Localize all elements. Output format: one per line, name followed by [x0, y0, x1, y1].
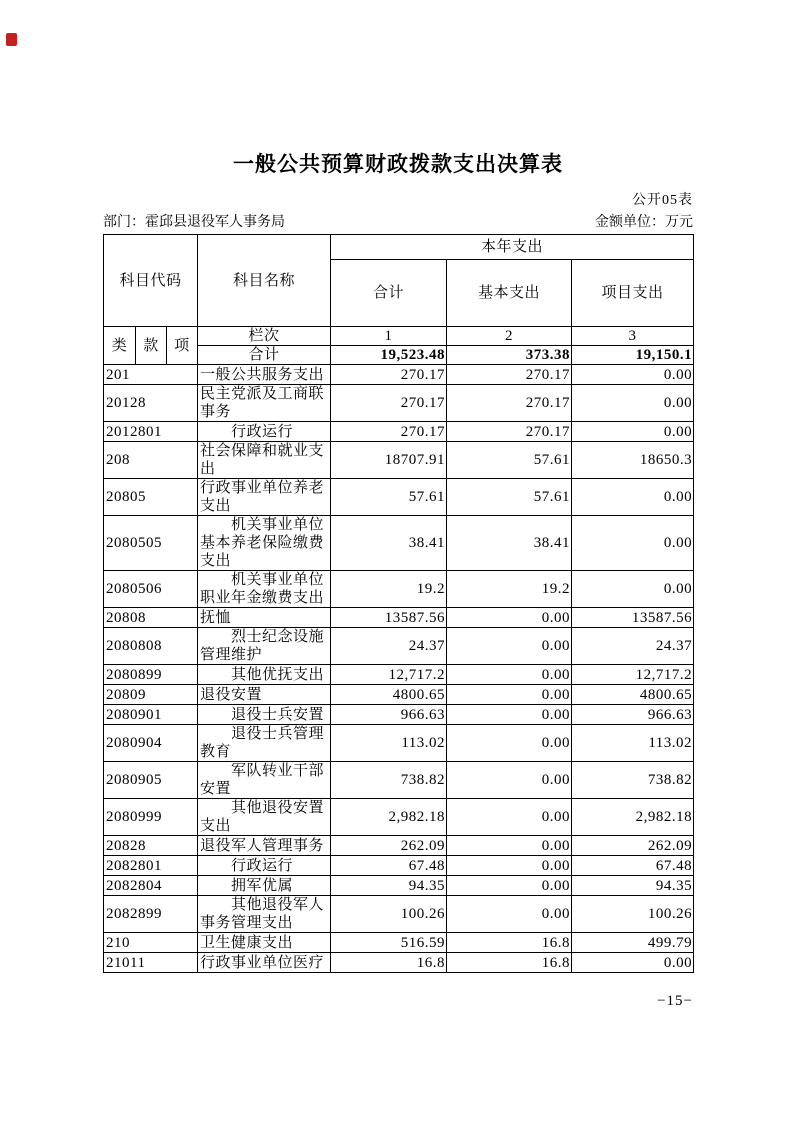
grand-total-project: 19,150.1	[572, 346, 694, 365]
basic-cell: 0.00	[447, 705, 572, 725]
subject-name-cell: 机关事业单位基本养老保险缴费支出	[198, 516, 331, 571]
header-column-label: 栏次	[198, 327, 331, 346]
total-cell: 12,717.2	[331, 665, 447, 685]
total-cell: 516.59	[331, 933, 447, 953]
subject-code-cell: 2080808	[104, 628, 198, 665]
table-row	[104, 516, 694, 571]
subject-name-cell: 退役安置	[198, 685, 331, 705]
subject-code-cell: 2080905	[104, 762, 198, 799]
table-row	[104, 628, 694, 665]
red-mark-icon	[6, 33, 17, 46]
project-cell: 262.09	[572, 836, 694, 856]
project-cell: 0.00	[572, 953, 694, 973]
total-cell: 738.82	[331, 762, 447, 799]
basic-cell: 270.17	[447, 365, 572, 385]
basic-cell: 0.00	[447, 665, 572, 685]
budget-table	[103, 234, 694, 973]
subject-name-cell: 机关事业单位职业年金缴费支出	[198, 571, 331, 608]
basic-cell: 270.17	[447, 385, 572, 422]
meta-row	[103, 211, 693, 231]
subject-name-cell: 卫生健康支出	[198, 933, 331, 953]
page-number: −15−	[657, 993, 693, 1009]
project-cell: 113.02	[572, 725, 694, 762]
subject-name-cell: 抚恤	[198, 608, 331, 628]
subject-code-cell: 20808	[104, 608, 198, 628]
header-section: 款	[136, 327, 167, 365]
table-row	[104, 725, 694, 762]
basic-cell: 0.00	[447, 628, 572, 665]
total-cell: 94.35	[331, 876, 447, 896]
header-basic: 基本支出	[447, 260, 572, 327]
basic-cell: 0.00	[447, 856, 572, 876]
table-row	[104, 479, 694, 516]
page-title: 一般公共预算财政拨款支出决算表	[233, 153, 563, 176]
subject-code-cell: 2080506	[104, 571, 198, 608]
total-cell: 19.2	[331, 571, 447, 608]
table-row	[104, 385, 694, 422]
subject-name-cell: 退役士兵安置	[198, 705, 331, 725]
subject-code-cell: 21011	[104, 953, 198, 973]
total-cell: 18707.91	[331, 442, 447, 479]
total-cell: 13587.56	[331, 608, 447, 628]
basic-cell: 0.00	[447, 685, 572, 705]
subject-name-cell: 军队转业干部安置	[198, 762, 331, 799]
subject-name-cell: 退役军人管理事务	[198, 836, 331, 856]
project-cell: 12,717.2	[572, 665, 694, 685]
subject-name-cell: 其他退役安置支出	[198, 799, 331, 836]
grand-total-sum: 19,523.48	[331, 346, 447, 365]
total-cell: 270.17	[331, 385, 447, 422]
total-cell: 38.41	[331, 516, 447, 571]
project-cell: 0.00	[572, 422, 694, 442]
subject-code-cell: 20128	[104, 385, 198, 422]
table-row	[104, 608, 694, 628]
subject-name-cell: 行政运行	[198, 422, 331, 442]
table-row	[104, 953, 694, 973]
header-row-1	[104, 235, 694, 260]
project-cell: 67.48	[572, 856, 694, 876]
column-index-row	[104, 327, 694, 346]
project-cell: 738.82	[572, 762, 694, 799]
table-row	[104, 442, 694, 479]
subject-name-cell: 社会保障和就业支出	[198, 442, 331, 479]
table-row	[104, 665, 694, 685]
subject-code-cell: 210	[104, 933, 198, 953]
table-row	[104, 856, 694, 876]
project-cell: 18650.3	[572, 442, 694, 479]
table-row	[104, 896, 694, 933]
subject-code-cell: 20828	[104, 836, 198, 856]
project-cell: 0.00	[572, 479, 694, 516]
basic-cell: 0.00	[447, 799, 572, 836]
header-project: 项目支出	[572, 260, 694, 327]
subject-code-cell: 2080901	[104, 705, 198, 725]
basic-cell: 0.00	[447, 896, 572, 933]
table-row	[104, 422, 694, 442]
table-row	[104, 762, 694, 799]
department-label: 部门：霍邱县退役军人事务局	[103, 215, 285, 230]
column-index-2: 2	[447, 327, 572, 346]
header-current-year: 本年支出	[331, 235, 694, 260]
total-cell: 67.48	[331, 856, 447, 876]
project-cell: 94.35	[572, 876, 694, 896]
basic-cell: 0.00	[447, 725, 572, 762]
total-cell: 262.09	[331, 836, 447, 856]
basic-cell: 0.00	[447, 836, 572, 856]
subject-name-cell: 行政运行	[198, 856, 331, 876]
subject-code-cell: 2082804	[104, 876, 198, 896]
total-cell: 270.17	[331, 422, 447, 442]
project-cell: 4800.65	[572, 685, 694, 705]
table-row	[104, 571, 694, 608]
project-cell: 0.00	[572, 365, 694, 385]
grand-total-basic: 373.38	[447, 346, 572, 365]
subject-code-cell: 2080505	[104, 516, 198, 571]
project-cell: 966.63	[572, 705, 694, 725]
total-cell: 966.63	[331, 705, 447, 725]
table-row	[104, 685, 694, 705]
total-cell: 57.61	[331, 479, 447, 516]
subject-name-cell: 民主党派及工商联事务	[198, 385, 331, 422]
subject-name-cell: 一般公共服务支出	[198, 365, 331, 385]
project-cell: 0.00	[572, 516, 694, 571]
table-row	[104, 705, 694, 725]
basic-cell: 16.8	[447, 953, 572, 973]
header-class: 类	[104, 327, 136, 365]
basic-cell: 57.61	[447, 442, 572, 479]
basic-cell: 38.41	[447, 516, 572, 571]
subject-name-cell: 行政事业单位医疗	[198, 953, 331, 973]
subject-code-cell: 20805	[104, 479, 198, 516]
subject-code-cell: 2012801	[104, 422, 198, 442]
project-cell: 24.37	[572, 628, 694, 665]
subject-code-cell: 2080904	[104, 725, 198, 762]
subject-name-cell: 行政事业单位养老支出	[198, 479, 331, 516]
basic-cell: 0.00	[447, 876, 572, 896]
basic-cell: 57.61	[447, 479, 572, 516]
basic-cell: 0.00	[447, 608, 572, 628]
subject-code-cell: 2080899	[104, 665, 198, 685]
project-cell: 2,982.18	[572, 799, 694, 836]
table-row	[104, 876, 694, 896]
subject-code-cell: 2082899	[104, 896, 198, 933]
basic-cell: 0.00	[447, 762, 572, 799]
project-cell: 100.26	[572, 896, 694, 933]
column-index-1: 1	[331, 327, 447, 346]
header-item: 项	[167, 327, 198, 365]
subject-name-cell: 其他退役军人事务管理支出	[198, 896, 331, 933]
subject-code-cell: 2082801	[104, 856, 198, 876]
unit-label: 金额单位：万元	[595, 215, 693, 230]
header-subject-code: 科目代码	[104, 235, 198, 327]
total-row-label: 合计	[198, 346, 331, 365]
total-cell: 24.37	[331, 628, 447, 665]
subject-name-cell: 烈士纪念设施管理维护	[198, 628, 331, 665]
total-cell: 2,982.18	[331, 799, 447, 836]
form-number: 公开05表	[632, 193, 693, 208]
table-row	[104, 933, 694, 953]
header-total: 合计	[331, 260, 447, 327]
total-cell: 270.17	[331, 365, 447, 385]
project-cell: 499.79	[572, 933, 694, 953]
subject-code-cell: 208	[104, 442, 198, 479]
document-content	[103, 0, 693, 1010]
subject-code-cell: 20809	[104, 685, 198, 705]
table-row	[104, 365, 694, 385]
basic-cell: 270.17	[447, 422, 572, 442]
total-cell: 100.26	[331, 896, 447, 933]
header-subject-name: 科目名称	[198, 235, 331, 327]
subject-code-cell: 201	[104, 365, 198, 385]
subject-name-cell: 拥军优属	[198, 876, 331, 896]
table-body	[104, 365, 694, 973]
project-cell: 0.00	[572, 571, 694, 608]
table-row	[104, 799, 694, 836]
project-cell: 0.00	[572, 385, 694, 422]
basic-cell: 16.8	[447, 933, 572, 953]
table-row	[104, 836, 694, 856]
column-index-3: 3	[572, 327, 694, 346]
basic-cell: 19.2	[447, 571, 572, 608]
project-cell: 13587.56	[572, 608, 694, 628]
subject-name-cell: 其他优抚支出	[198, 665, 331, 685]
total-cell: 4800.65	[331, 685, 447, 705]
subject-code-cell: 2080999	[104, 799, 198, 836]
subject-name-cell: 退役士兵管理教育	[198, 725, 331, 762]
total-cell: 16.8	[331, 953, 447, 973]
total-cell: 113.02	[331, 725, 447, 762]
